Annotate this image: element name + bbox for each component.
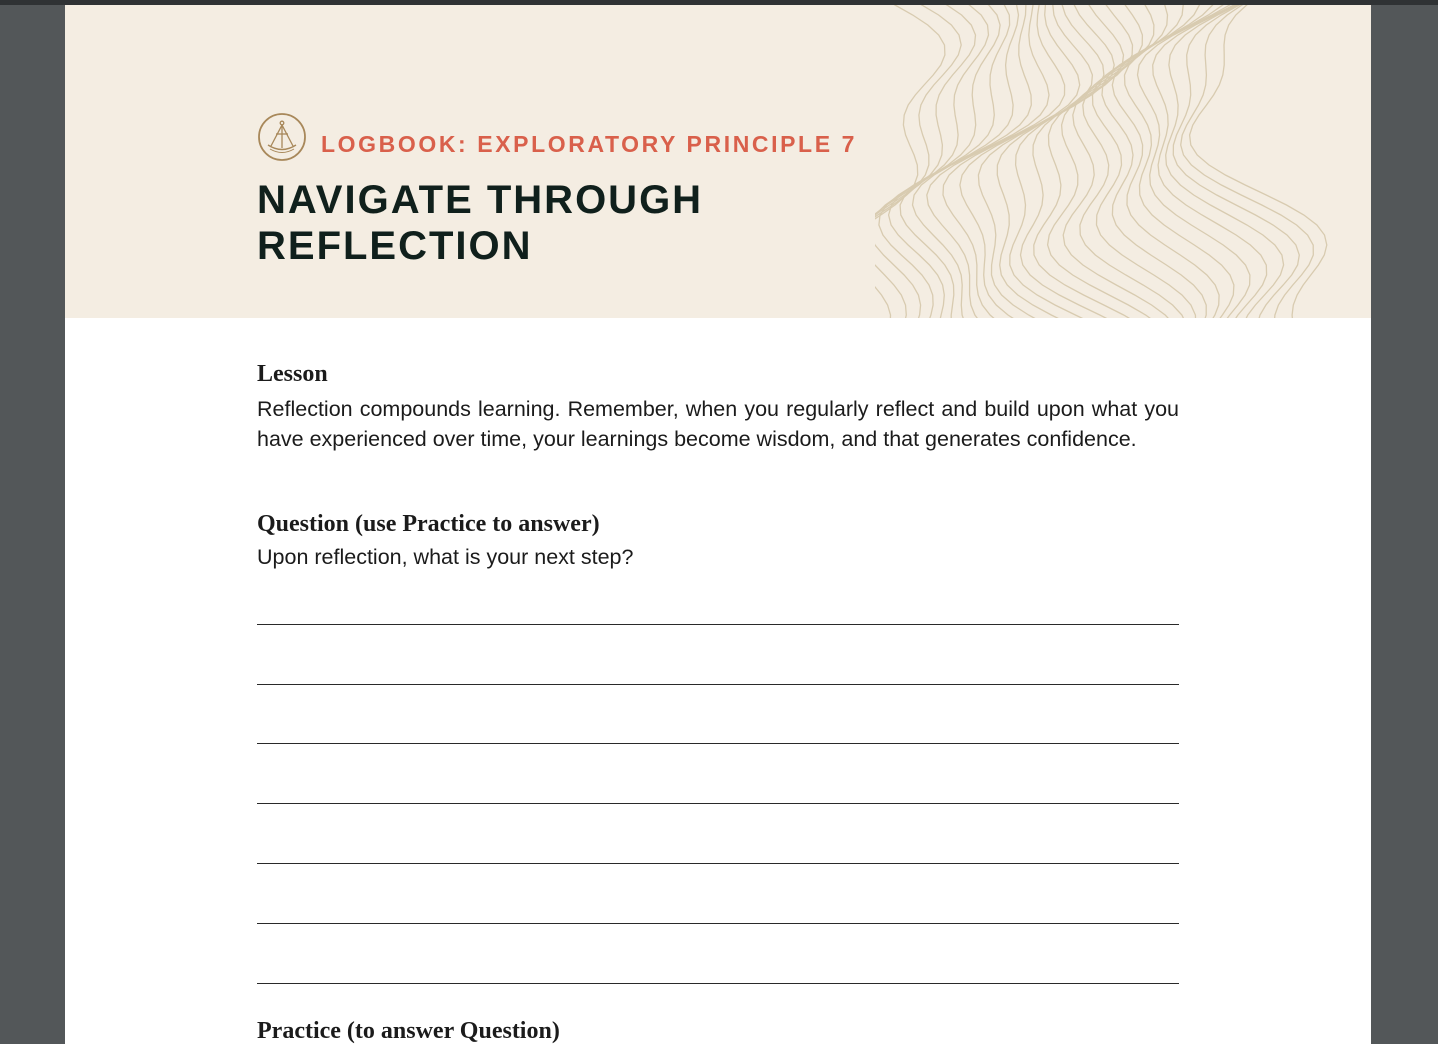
contour-line [943,5,1080,318]
answer-line[interactable] [257,863,1179,864]
answer-line[interactable] [257,923,1179,924]
contour-line [978,5,1104,318]
contour-line [1190,5,1327,318]
contour-map-pattern [875,5,1371,318]
contour-line [1080,5,1187,318]
contour-line [997,5,1114,318]
practice-heading: Practice (to answer Question) [257,1018,560,1044]
question-prompt: Upon reflection, what is your next step? [257,545,634,569]
answer-line[interactable] [257,983,1179,984]
page-title-line-2: REFLECTION [257,224,533,268]
principle-eyebrow: LOGBOOK: EXPLORATORY PRINCIPLE 7 [321,131,858,157]
contour-line [1138,5,1252,318]
contour-line [1125,5,1244,318]
contour-line [1173,5,1299,318]
answer-line[interactable] [257,803,1179,804]
answer-line[interactable] [257,624,1179,625]
page-title-line-1: NAVIGATE THROUGH [257,178,704,222]
document-page [65,5,1371,1044]
page-title [257,177,817,269]
question-heading: Question (use Practice to answer) [257,511,600,537]
sextant-icon [257,112,307,162]
contour-line [1153,5,1267,318]
lesson-heading: Lesson [257,361,328,387]
contour-line [875,5,1000,318]
answer-line[interactable] [257,743,1179,744]
answer-line[interactable] [257,684,1179,685]
contour-line [1034,5,1154,318]
page-header [65,5,1371,318]
lesson-text: Reflection compounds learning. Remember, when you regularly reflect and build upon what you have experienced over time, your learnings become wisdom, and that generates confidence. [257,397,1179,451]
